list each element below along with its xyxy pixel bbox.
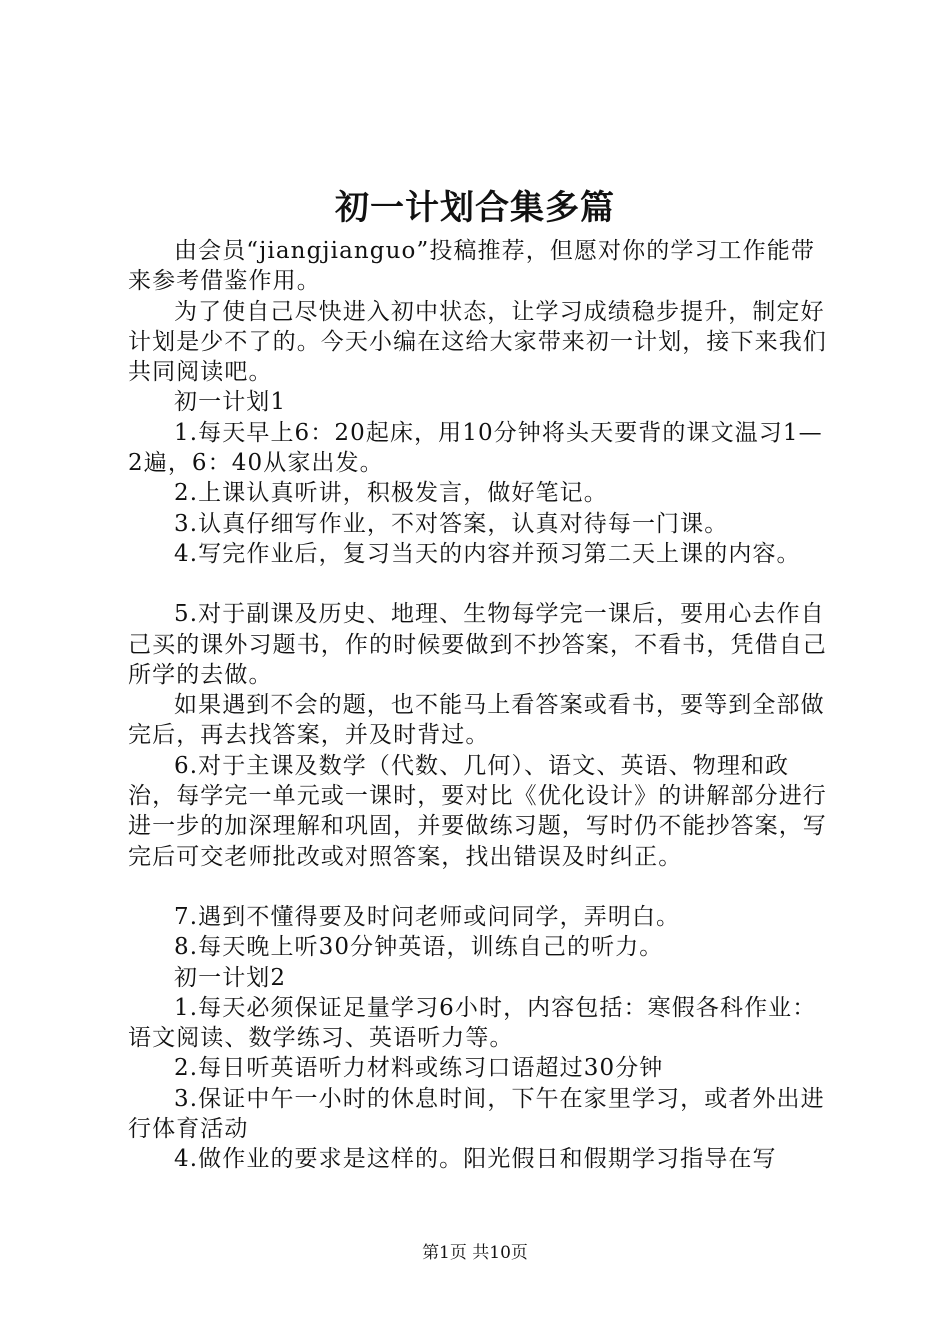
list-item: 4.写完作业后，复习当天的内容并预习第二天上课的内容。 (174, 540, 801, 567)
list-item: 1.每天早上6：20起床，用10分钟将头天要背的课文温习1—2遍，6：40从家出发。 (128, 419, 823, 477)
list-item: 3.认真仔细写作业，不对答案，认真对待每一门课。 (174, 510, 729, 537)
section-heading-plan-2: 初一计划2 (174, 964, 287, 991)
list-item: 2.上课认真听讲，积极发言，做好笔记。 (174, 480, 608, 507)
list-item: 2.每日听英语听力材料或练习口语超过30分钟 (174, 1055, 664, 1082)
paragraph-preface: 为了使自己尽快进入初中状态，让学习成绩稳步提升，制定好计划是少不了的。今天小编在这给大家带来初一计划，接下来我们共同阅读吧。 (128, 298, 827, 386)
list-item: 8.每天晚上听30分钟英语，训练自己的听力。 (174, 934, 664, 961)
list-item: 1.每天必须保证足量学习6小时，内容包括：寒假各科作业：语文阅读、数学练习、英语听力等。 (128, 994, 817, 1052)
section-heading-plan-1: 初一计划1 (174, 389, 287, 416)
list-item: 4.做作业的要求是这样的。阳光假日和假期学习指导在写 (174, 1146, 777, 1173)
list-item: 7.遇到不懂得要及时问老师或问同学，弄明白。 (174, 903, 681, 930)
list-item: 3.保证中午一小时的休息时间，下午在家里学习，或者外出进行体育活动 (128, 1085, 825, 1143)
paragraph-intro: 由会员“jiangjianguo”投稿推荐，但愿对你的学习工作能带来参考借鉴作用。 (128, 238, 815, 295)
document-title: 初一计划合集多篇 (335, 188, 615, 228)
document-body (128, 236, 828, 1175)
list-item: 6.对于主课及数学（代数、几何）、语文、英语、物理和政治，每学完一单元或一课时，要对比《优化设计》的讲解部分进行进一步的加深理解和巩固，并要做练习题，写时仍不能抄答案，写完后可交老师批改或对照答案，找出错误及时纠正。 (128, 752, 827, 870)
page-number: 第1页 共10页 (422, 1243, 528, 1263)
paragraph: 如果遇到不会的题，也不能马上看答案或看书，要等到全部做完后，再去找答案，并及时背过。 (128, 692, 825, 749)
list-item: 5.对于副课及历史、地理、生物每学完一课后，要用心去作自己买的课外习题书，作的时候要做到不抄答案，不看书，凭借自己所学的去做。 (128, 601, 827, 688)
